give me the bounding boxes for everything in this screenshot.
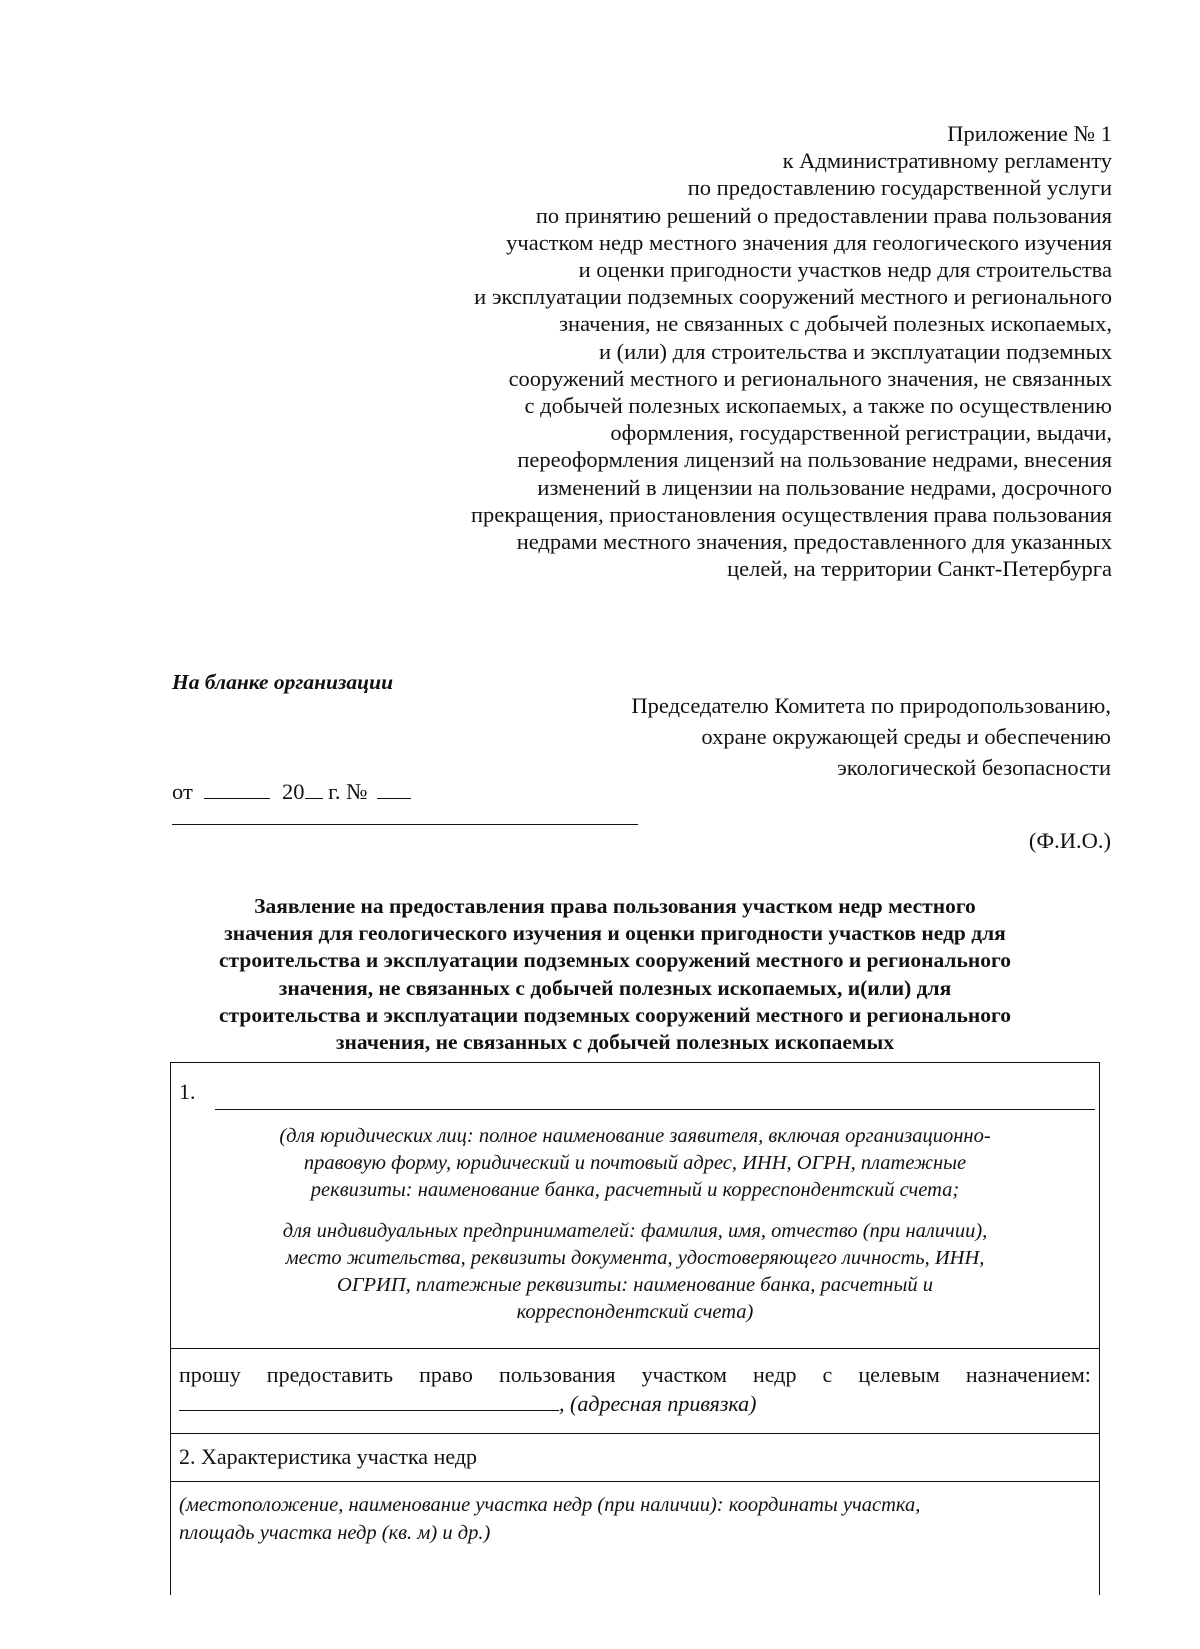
appendix-line: Приложение № 1 [947,121,1112,146]
note-line: (для юридических лиц: полное наименование заявителя, включая организационно- [279,1125,991,1147]
appendix-line: и (или) для строительства и эксплуатации подземных [599,338,1112,364]
request-word: прошу [179,1362,241,1387]
appendix-line: недрами местного значения, предоставленного для указанных [516,529,1112,555]
document-title [150,893,1080,1056]
appendix-header [352,120,1112,582]
section2-note-row [171,1481,1099,1595]
address-binding-label: , (адресная привязка) [559,1391,757,1416]
title-line: значения, не связанных с добычей полезных ископаемых, и(или) для [278,975,952,1000]
applicant-row [171,1063,1099,1349]
application-form-table [170,1062,1100,1595]
appendix-line: по предоставлению государственной услуги [687,175,1112,201]
from-label: от [172,779,193,804]
appendix-line: целей, на территории Санкт-Петербурга [727,556,1112,582]
section2-title: 2. Характеристика участка недр [179,1444,478,1469]
appendix-line: с добычей полезных ископаемых, а также по осуществлению [524,393,1112,419]
request-line-2 [179,1389,1091,1418]
note-line: место жительства, реквизиты документа, удостоверяющего личность, ИНН, [285,1247,985,1269]
fio-label: (Ф.И.О.) [1028,828,1111,853]
purpose-field[interactable] [179,1390,559,1411]
note-line: ОГРИП, платежные реквизиты: наименование банка, расчетный и [337,1274,933,1296]
section2-row [171,1433,1099,1482]
request-text [179,1360,1091,1418]
request-row [171,1348,1099,1434]
request-word: предоставить [266,1362,394,1387]
addressee-block [471,690,1111,783]
appendix-line: к Административному регламенту [782,148,1112,174]
appendix-line: и оценки пригодности участков недр для строительства [578,257,1112,283]
appendix-line: изменений в лицензии на пользование недрами, досрочного [537,474,1112,500]
section2-instructions [179,1491,1087,1547]
note-line: для индивидуальных предпринимателей: фамилия, имя, отчество (при наличии), [282,1220,988,1242]
item-number: 1. [179,1079,196,1104]
date-number-line [172,778,411,805]
title-line: значения, не связанных с добычей полезных ископаемых [335,1030,895,1055]
title-line: значения для геологического изучения и оценки пригодности участков недр для [224,921,1006,946]
title-line: Заявление на предоставления права пользования участком недр местного [254,894,976,918]
appendix-line: прекращения, приостановления осуществления права пользования [470,501,1112,527]
appendix-line: сооружений местного и регионального значения, не связанных [508,365,1112,391]
request-word: право [419,1362,473,1387]
note-line: (местоположение, наименование участка недр (при наличии): координаты участка, [179,1494,921,1516]
request-line-1 [179,1360,1091,1389]
addressee-line: Председателю Комитета по природопользованию, [631,693,1111,718]
applicant-fill-line[interactable] [215,1109,1095,1110]
year-prefix: 20 [282,779,305,804]
addressee-line: охране окружающей среды и обеспечению [701,724,1111,749]
number-label: г. № [328,779,368,804]
request-word: с [822,1362,833,1387]
paragraph-gap [189,1204,1081,1218]
title-line: строительства и эксплуатации подземных сооружений местного и регионального [219,948,1011,973]
appendix-line: значения, не связанных с добычей полезных ископаемых, [559,311,1112,337]
signature-line[interactable] [172,824,638,825]
appendix-line: оформления, государственной регистрации, выдачи, [610,420,1112,446]
request-word: целевым [858,1362,940,1387]
year-field[interactable] [305,778,323,799]
request-word: недр [753,1362,797,1387]
request-word: назначением: [965,1362,1091,1387]
appendix-line: участком недр местного значения для геологического изучения [506,229,1112,255]
addressee-line: экологической безопасности [837,755,1111,780]
appendix-line: по принятию решений о предоставлении права пользования [535,202,1112,228]
note-line: реквизиты: наименование банка, расчетный и корреспондентский счета; [310,1179,960,1201]
request-word: пользования [498,1362,616,1387]
applicant-instructions [189,1123,1081,1326]
appendix-line: и эксплуатации подземных сооружений местного и регионального [474,284,1112,310]
note-line: правовую форму, юридический и почтовый адрес, ИНН, ОГРН, платежные [303,1152,967,1174]
request-word: участком [641,1362,727,1387]
number-field[interactable] [377,778,411,799]
title-line: строительства и эксплуатации подземных сооружений местного и регионального [219,1002,1011,1027]
letterhead-note: На бланке организации [172,670,394,694]
date-field[interactable] [204,778,270,799]
appendix-line: переоформления лицензий на пользование недрами, внесения [517,447,1112,473]
note-line: корреспондентский счета) [516,1301,754,1323]
note-line: площадь участка недр (кв. м) и др.) [179,1522,491,1544]
